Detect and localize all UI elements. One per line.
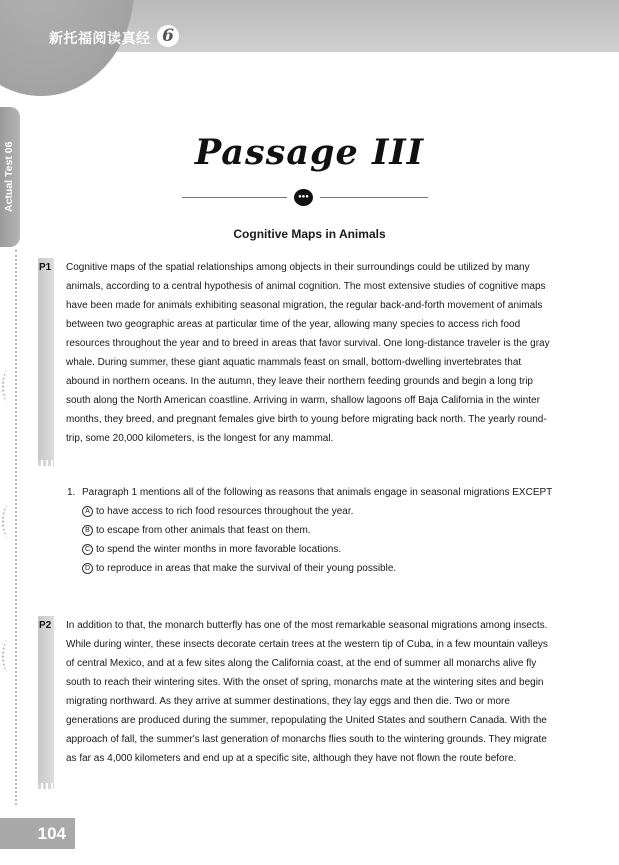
option-text: to reproduce in areas that make the survival of their young possible. (96, 563, 397, 574)
passage-heading: Passage III (194, 132, 425, 173)
paragraph-text: In addition to that, the monarch butterfly has one of the most remarkable seasonal migrations among insects. While during winter, these insects decorate certain trees at the western tip of Cuba, in a few mountain valleys of central Mexico, and at a few sites along the California coast, at the end of summer all monarchs alive fly south to reach their wintering sites. With the onset of spring, monarchs mate at the wintering sites and begin migrating northward. As they arrive at summer destinations, they lay eggs and then die. Two or more generations are produced during the summer, repopulating the United States and southern Canada. With the approach of fall, the summer's last generation of monarchs flies south to the wintering grounds. They migrate as far as 4,000 kilometers and end up at a specific site, although they have not flown the route before. (66, 620, 548, 764)
option-text: to spend the winter months in more favorable locations. (96, 544, 342, 555)
title-ornament-icon: ●●● (294, 189, 313, 206)
option-marker: B (82, 525, 93, 536)
paragraph-bar (38, 258, 54, 460)
paragraph-bar (38, 616, 54, 783)
question-stem (67, 483, 557, 502)
option-text: to escape from other animals that feast on them. (96, 525, 311, 536)
option-marker: D (82, 563, 93, 574)
side-tab-label: Actual Test 06 (3, 141, 15, 212)
volume-badge: 6 (157, 25, 179, 47)
answer-option[interactable] (82, 521, 557, 540)
title-rule-left (182, 197, 287, 198)
answer-option[interactable] (82, 559, 557, 578)
answer-option[interactable] (82, 502, 557, 521)
paragraph-label: P2 (39, 620, 52, 631)
article-title: Cognitive Maps in Animals (233, 227, 386, 241)
header-disc (0, 0, 134, 96)
answer-option[interactable] (82, 540, 557, 559)
option-marker: C (82, 544, 93, 555)
rail-bump (2, 370, 14, 402)
option-marker: A (82, 506, 93, 517)
title-rule-right (320, 197, 428, 198)
question-block (67, 483, 557, 578)
rail-bump (2, 640, 14, 672)
page-number: 104 (0, 818, 75, 849)
option-text: to have access to rich food resources throughout the year. (96, 506, 354, 517)
question-stem-text: Paragraph 1 mentions all of the following as reasons that animals engage in seasonal migrations EXCEPT (82, 487, 553, 498)
paragraph-text: Cognitive maps of the spatial relationships among objects in their surroundings could be utilized by many animals, according to a central hypothesis of animal cognition. The most extensive studies of cognitive maps have been made for animals exhibiting seasonal migration, the regular back-and-forth movement of animals between two geographic areas at particular time of the year, allowing many species to access rich food resources throughout the year and to breed in areas that favor survival. One long-distance traveler is the gray whale. During summer, these giant aquatic mammals feast on small, bottom-dwelling invertebrates that abound in northern oceans. In the autumn, they leave their northern feeding grounds and begin a long trip south along the North American coastline. Arriving in warm, shallow lagoons off Baja California in the winter months, they breed, and pregnant females give birth to young before migrating back north. The yearly round-trip, some 20,000 kilometers, is the longest for any mammal. (66, 262, 550, 444)
rail-bump (2, 505, 14, 537)
paragraph-label: P1 (39, 262, 52, 273)
book-title: 新托福阅读真经 (49, 31, 151, 47)
question-number: 1. (67, 487, 76, 498)
